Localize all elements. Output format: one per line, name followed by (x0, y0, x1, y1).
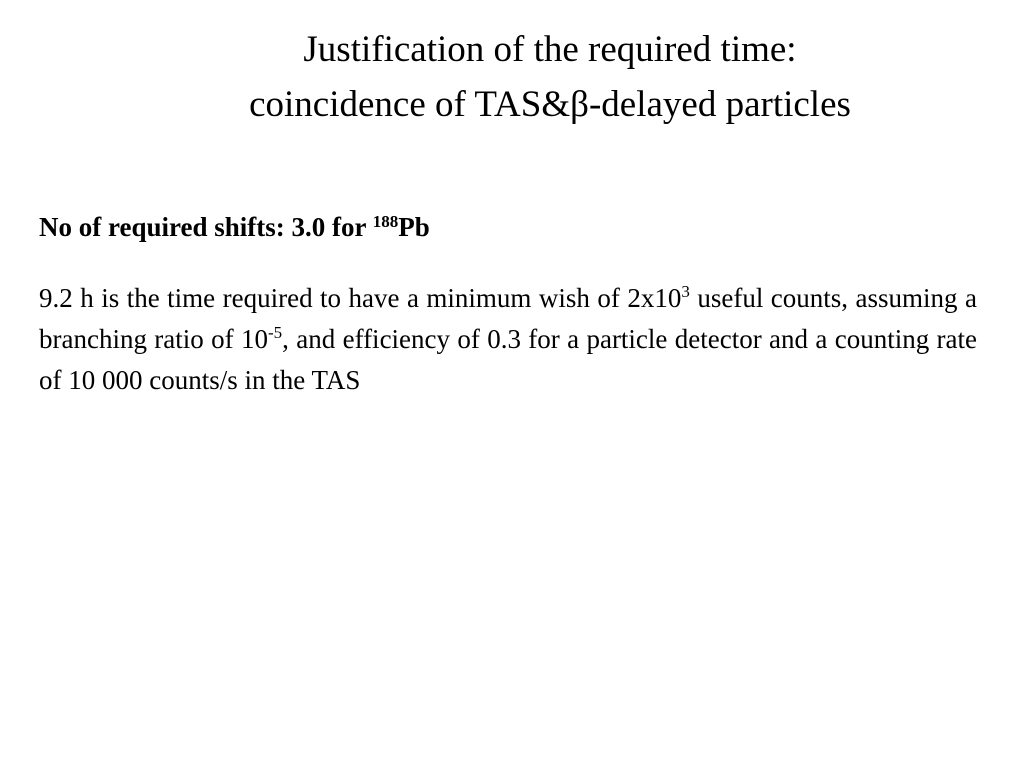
slide-title (60, 22, 1024, 132)
title-line-2: coincidence of TAS&β-delayed particles (249, 84, 851, 125)
body-part-3: , and efficiency of 0.3 for a particle detector and a counting rate of 10 000 counts/s in the TAS (39, 324, 978, 395)
justification-paragraph (39, 278, 977, 401)
required-shifts-text: No of required shifts: 3.0 for (39, 212, 373, 242)
body-part-1: 9.2 h is the time required to have a minimum wish of 2x10 (39, 283, 682, 313)
exponent-1: 3 (681, 282, 690, 301)
mass-number-superscript: 188 (372, 212, 399, 231)
body-part-2: useful counts, assuming a branching ratio of 10 (39, 283, 977, 354)
required-shifts-heading (39, 212, 430, 243)
element-symbol: Pb (398, 212, 430, 242)
exponent-2: -5 (267, 323, 283, 342)
title-line-1: Justification of the required time: (303, 29, 797, 70)
